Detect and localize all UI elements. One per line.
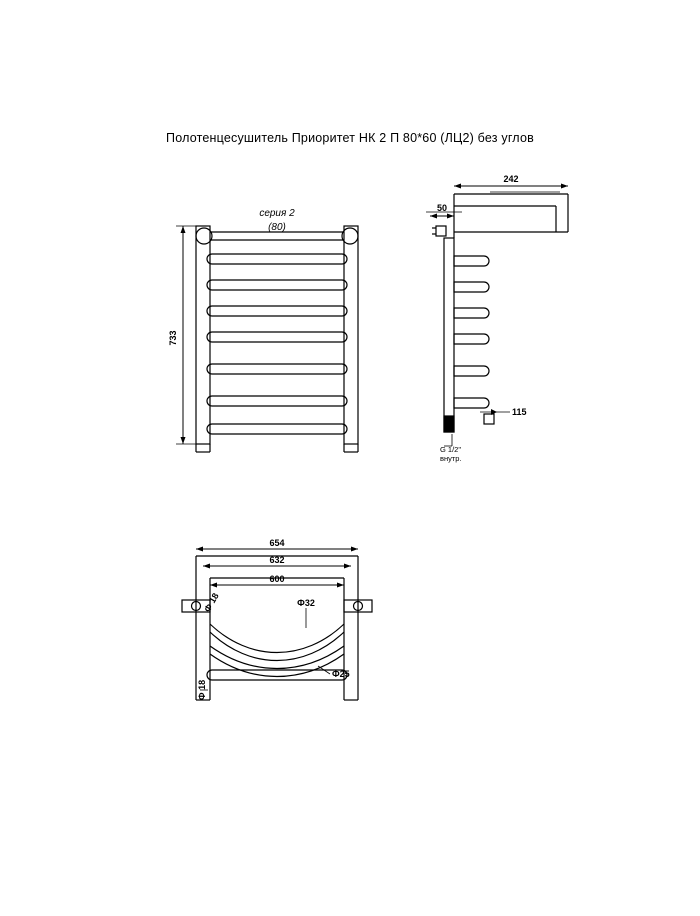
diameter-25-label: Ф25 xyxy=(332,669,350,679)
top-outer-dimension: 654 xyxy=(269,538,285,548)
side-view-group xyxy=(426,184,568,447)
diameter-18-left-label: Ф 18 xyxy=(197,679,207,701)
front-view-group xyxy=(176,226,358,452)
diameter-18-top-label: Ф 18 xyxy=(202,591,221,614)
top-middle-dimension: 632 xyxy=(269,555,285,565)
side-bottom-dimension: 115 xyxy=(512,407,527,417)
side-offset-dimension: 50 xyxy=(436,203,448,213)
front-view-rungs xyxy=(207,254,347,434)
page-title: Полотенцесушитель Приоритет НК 2 П 80*60 (ЛЦ2) без углов xyxy=(166,131,534,145)
series-width-label: (80) xyxy=(268,222,286,233)
series-label: серия 2 xyxy=(259,208,295,219)
side-view-rungs xyxy=(454,256,489,408)
top-inner-dimension: 600 xyxy=(269,574,285,584)
side-top-depth-dimension: 242 xyxy=(503,174,519,184)
diameter-32-label: Ф32 xyxy=(297,598,315,608)
thread-note-line1: G 1/2" xyxy=(440,445,462,454)
height-dimension: 733 xyxy=(168,330,178,346)
thread-note-line2: внутр. xyxy=(440,454,462,463)
